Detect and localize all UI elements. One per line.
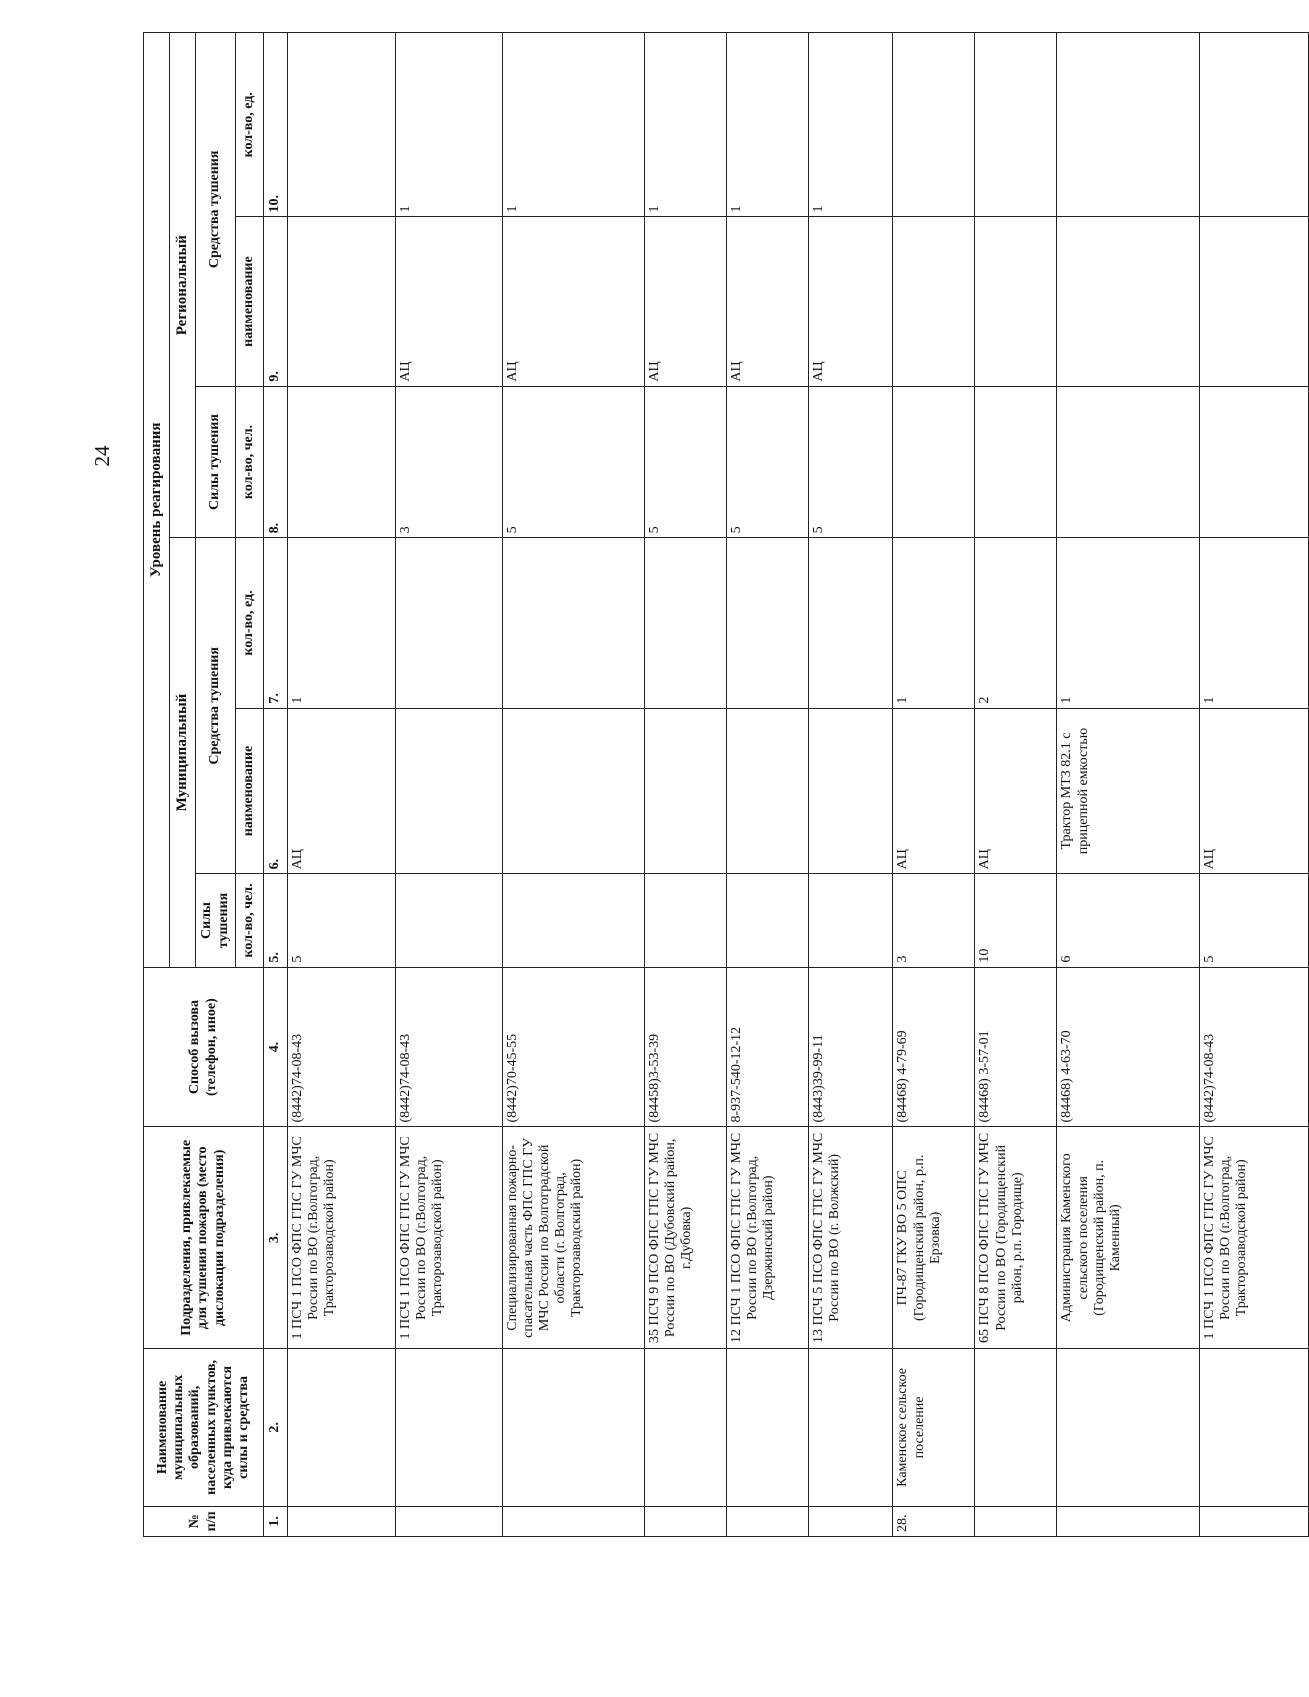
header-municipal-means: Средства тушения: [196, 538, 236, 874]
row-municipality: [288, 1349, 396, 1507]
row-m-name: [395, 708, 502, 874]
row-unit: 1 ПСЧ 1 ПСО ФПС ГПС ГУ МЧС России по ВО (г.Волгоград, Тракторозаводской район): [395, 1127, 502, 1349]
header-r-qty-units: кол-во, ед.: [236, 33, 264, 218]
row-m-people: [726, 874, 808, 967]
row-municipality: [644, 1349, 726, 1507]
row-r-units: [288, 33, 396, 218]
row-m-units: [395, 538, 502, 708]
row-m-units: 1: [893, 538, 975, 708]
row-r-people: [288, 386, 396, 538]
row-r-people: [1057, 386, 1199, 538]
row-m-units: 1: [288, 538, 396, 708]
row-m-units: 1: [1199, 538, 1308, 708]
row-r-units: [893, 33, 975, 218]
row-m-people: [644, 874, 726, 967]
column-number: 1.: [264, 1506, 288, 1536]
row-unit: 12 ПСЧ 1 ПСО ФПС ГПС ГУ МЧС России по ВО (г.Волгоград, Дзержинский район): [726, 1127, 808, 1349]
row-num: 28.: [893, 1506, 975, 1536]
row-phone: (8443)39-99-11: [808, 967, 893, 1127]
row-r-name: АЦ: [644, 217, 726, 386]
row-num: [644, 1506, 726, 1536]
row-r-name: АЦ: [395, 217, 502, 386]
fire-response-table: [143, 32, 1309, 1537]
row-r-people: 5: [808, 386, 893, 538]
row-m-name: АЦ: [893, 708, 975, 874]
row-r-name: [893, 217, 975, 386]
row-m-name: [502, 708, 644, 874]
row-r-people: 5: [502, 386, 644, 538]
row-r-units: [1199, 33, 1308, 218]
row-municipality: [1057, 1349, 1199, 1507]
row-r-people: 3: [395, 386, 502, 538]
row-m-name: АЦ: [1199, 708, 1308, 874]
row-phone: (84468) 4-79-69: [893, 967, 975, 1127]
row-r-people: [975, 386, 1057, 538]
row-unit: 35 ПСЧ 9 ПСО ФПС ГПС ГУ МЧС России по ВО (Дубовский район, г.Дубовка): [644, 1127, 726, 1349]
row-unit: 1 ПСЧ 1 ПСО ФПС ГПС ГУ МЧС России по ВО (г.Волгоград, Тракторозаводской район): [1199, 1127, 1308, 1349]
row-phone: (84468) 4-63-70: [1057, 967, 1199, 1127]
table-row: [502, 33, 644, 1537]
header-call-method: Способ вызова (телефон, иное): [144, 967, 264, 1127]
row-unit: 1 ПСЧ 1 ПСО ФПС ГПС ГУ МЧС России по ВО (г.Волгоград, Тракторозаводской район): [288, 1127, 396, 1349]
header-municipal-forces: Силы тушения: [196, 874, 236, 967]
row-phone: 8-937-540-12-12: [726, 967, 808, 1127]
column-number: 4.: [264, 967, 288, 1127]
header-regional: Региональный: [170, 33, 196, 538]
row-num: [808, 1506, 893, 1536]
header-municipality: Наименование муниципальных образований, населенных пунктов, куда привлекаются силы и средства: [144, 1349, 264, 1507]
table-row: [395, 33, 502, 1537]
row-municipality: [1199, 1349, 1308, 1507]
row-m-units: [502, 538, 644, 708]
row-num: [502, 1506, 644, 1536]
row-r-units: [1057, 33, 1199, 218]
row-r-name: [1057, 217, 1199, 386]
row-phone: (84468) 3-57-01: [975, 967, 1057, 1127]
row-r-units: 1: [808, 33, 893, 218]
row-municipality: [975, 1349, 1057, 1507]
header-regional-forces: Силы тушения: [196, 386, 236, 538]
rotated-table-container: [143, 32, 1309, 1537]
column-number: 5.: [264, 874, 288, 967]
table-row: [893, 33, 975, 1537]
row-municipality: [726, 1349, 808, 1507]
header-m-qty-units: кол-во, ед.: [236, 538, 264, 708]
row-m-name: [726, 708, 808, 874]
row-r-units: 1: [395, 33, 502, 218]
column-number: 8.: [264, 386, 288, 538]
row-r-units: 1: [502, 33, 644, 218]
page-number: 24: [89, 445, 114, 467]
row-phone: (84458)3-53-39: [644, 967, 726, 1127]
header-m-qty-people: кол-во, чел.: [236, 874, 264, 967]
row-m-units: 2: [975, 538, 1057, 708]
row-municipality: [395, 1349, 502, 1507]
row-m-units: [644, 538, 726, 708]
table-row: [808, 33, 893, 1537]
row-unit: 65 ПСЧ 8 ПСО ФПС ГПС ГУ МЧС России по ВО (Городищенский район, р.п. Городище): [975, 1127, 1057, 1349]
column-number: 9.: [264, 217, 288, 386]
table-row: [1057, 33, 1199, 1537]
row-r-name: АЦ: [726, 217, 808, 386]
row-m-people: 5: [1199, 874, 1308, 967]
row-num: [975, 1506, 1057, 1536]
row-phone: (8442)74-08-43: [1199, 967, 1308, 1127]
row-m-people: 10: [975, 874, 1057, 967]
header-response-level: Уровень реагирования: [144, 33, 170, 968]
header-r-name: наименование: [236, 217, 264, 386]
row-m-people: 3: [893, 874, 975, 967]
row-phone: (8442)74-08-43: [288, 967, 396, 1127]
row-num: [1057, 1506, 1199, 1536]
row-r-people: 5: [644, 386, 726, 538]
row-r-units: [975, 33, 1057, 218]
row-num: [288, 1506, 396, 1536]
row-unit: Администрация Каменского сельского поселения (Городищенский район, п. Каменный): [1057, 1127, 1199, 1349]
row-municipality: Каменское сельское поселение: [893, 1349, 975, 1507]
table-row: [975, 33, 1057, 1537]
header-m-name: наименование: [236, 708, 264, 874]
column-number: 2.: [264, 1349, 288, 1507]
row-unit: 13 ПСЧ 5 ПСО ФПС ГПС ГУ МЧС России по ВО (г. Волжский): [808, 1127, 893, 1349]
row-unit: ПЧ-87 ГКУ ВО 5 ОПС (Городищенский район, р.п. Ерзовка): [893, 1127, 975, 1349]
row-r-name: АЦ: [808, 217, 893, 386]
row-r-units: 1: [644, 33, 726, 218]
header-regional-means: Средства тушения: [196, 33, 236, 387]
row-municipality: [502, 1349, 644, 1507]
row-m-name: Трактор МТЗ 82.1 с прицепной емкостью: [1057, 708, 1199, 874]
row-m-people: 6: [1057, 874, 1199, 967]
row-r-name: [975, 217, 1057, 386]
row-m-name: АЦ: [975, 708, 1057, 874]
row-num: [1199, 1506, 1308, 1536]
row-r-name: АЦ: [502, 217, 644, 386]
column-number: 6.: [264, 708, 288, 874]
row-m-name: [808, 708, 893, 874]
row-unit: Специализированная пожарно-спасательная часть ФПС ГПС ГУ МЧС России по Волгоградской области (г. Волгоград, Тракторозаводский район): [502, 1127, 644, 1349]
row-m-people: [395, 874, 502, 967]
row-num: [726, 1506, 808, 1536]
column-number: 3.: [264, 1127, 288, 1349]
row-phone: (8442)74-08-43: [395, 967, 502, 1127]
header-municipal: Муниципальный: [170, 538, 196, 967]
header-r-qty-people: кол-во, чел.: [236, 386, 264, 538]
column-number: 7.: [264, 538, 288, 708]
header-num: № п/п: [144, 1506, 264, 1536]
column-number: 10.: [264, 33, 288, 218]
table-row: [1199, 33, 1308, 1537]
row-m-people: [808, 874, 893, 967]
row-num: [395, 1506, 502, 1536]
row-r-name: [1199, 217, 1308, 386]
table-row: [644, 33, 726, 1537]
header-unit: Подразделения, привлекаемые для тушения пожаров (место дислокации подразделения): [144, 1127, 264, 1349]
row-phone: (8442)70-45-55: [502, 967, 644, 1127]
row-m-units: [808, 538, 893, 708]
row-municipality: [808, 1349, 893, 1507]
row-r-people: [1199, 386, 1308, 538]
row-m-people: [502, 874, 644, 967]
row-r-people: 5: [726, 386, 808, 538]
row-r-people: [893, 386, 975, 538]
row-m-name: АЦ: [288, 708, 396, 874]
row-r-units: 1: [726, 33, 808, 218]
table-row: [726, 33, 808, 1537]
row-m-people: 5: [288, 874, 396, 967]
row-m-units: [726, 538, 808, 708]
row-r-name: [288, 217, 396, 386]
row-m-units: 1: [1057, 538, 1199, 708]
row-m-name: [644, 708, 726, 874]
table-row: [288, 33, 396, 1537]
